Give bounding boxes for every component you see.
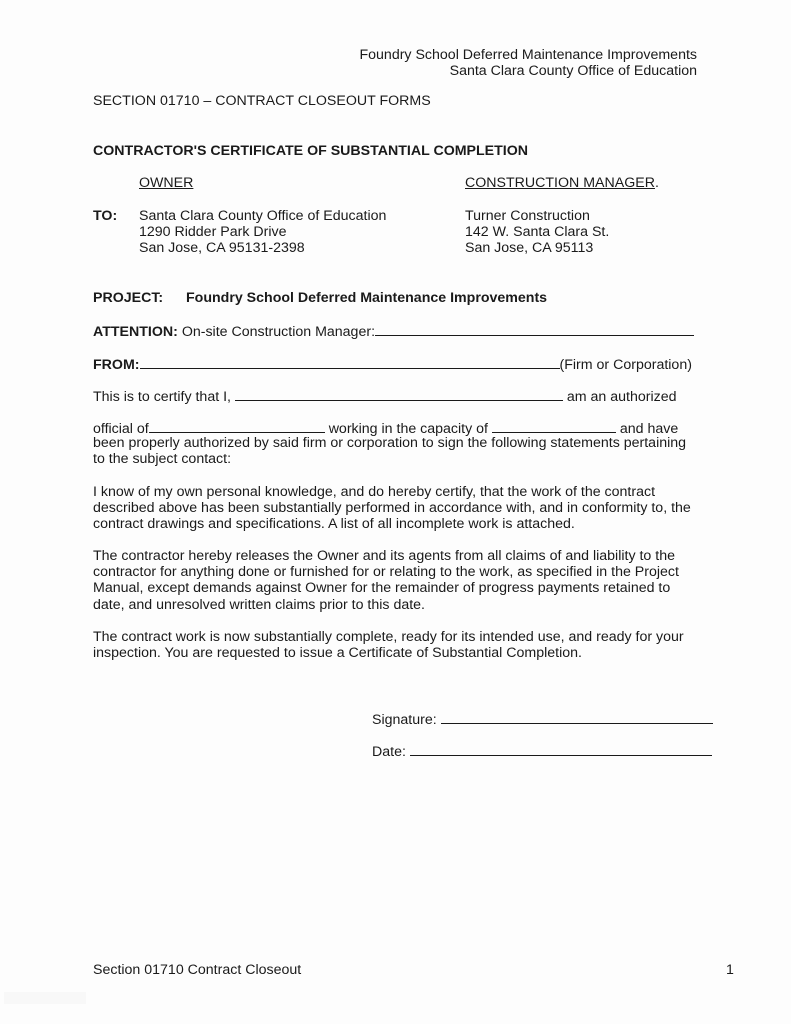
release-line: Manual, except demands against Owner for the remainder of progress payments retained to — [93, 580, 671, 597]
manager-heading-text: CONSTRUCTION MANAGER — [465, 175, 655, 191]
knowledge-line: contract drawings and specifications. A list of all incomplete work is attached. — [93, 516, 575, 533]
owner-address-line1: 1290 Ridder Park Drive — [139, 224, 287, 240]
project-value: Foundry School Deferred Maintenance Improvements — [186, 290, 548, 306]
from-line — [93, 355, 692, 373]
official-part1: official of — [93, 421, 149, 437]
corner-smudge — [4, 992, 86, 1004]
official-part3: and have — [619, 421, 679, 437]
official-part2: working in the capacity of — [328, 421, 488, 437]
manager-address-line2: San Jose, CA 95113 — [465, 240, 594, 256]
date-blank-field[interactable] — [410, 742, 712, 756]
complete-line: inspection. You are requested to issue a Certificate of Substantial Completion. — [93, 645, 582, 662]
attention-text: On-site Construction Manager: — [181, 324, 376, 340]
complete-line: The contract work is now substantially complete, ready for its intended use, and ready for your — [93, 629, 684, 645]
owner-address-line2: San Jose, CA 95131-2398 — [139, 240, 305, 256]
from-label: FROM: — [93, 357, 140, 373]
from-suffix: (Firm or Corporation) — [559, 357, 692, 373]
certify-suffix: am an authorized — [566, 389, 677, 405]
header-agency-line: Santa Clara County Office of Education — [449, 63, 697, 79]
attention-line — [93, 322, 694, 340]
manager-heading-suffix: . — [654, 175, 659, 191]
official-line2: been properly authorized by said firm or corporation to sign the following statements pertaining — [93, 435, 687, 451]
release-paragraph — [93, 548, 693, 613]
certify-line — [93, 387, 677, 405]
form-title: CONTRACTOR'S CERTIFICATE OF SUBSTANTIAL COMPLETION — [93, 143, 529, 159]
signature-label: Signature: — [372, 712, 437, 728]
manager-address-line1: 142 W. Santa Clara St. — [465, 224, 610, 240]
header-project-line: Foundry School Deferred Maintenance Improvements — [359, 47, 697, 63]
project-label: PROJECT: — [93, 290, 164, 306]
knowledge-line: described above has been substantially performed in accordance with, and in conformity to, the — [93, 500, 691, 517]
from-blank-field[interactable] — [140, 355, 560, 369]
attention-label: ATTENTION: — [93, 324, 178, 340]
manager-name: Turner Construction — [465, 208, 590, 224]
official-capacity-blank-field[interactable] — [492, 419, 616, 433]
certify-name-blank-field[interactable] — [235, 387, 563, 401]
footer-page-number: 1 — [726, 962, 734, 978]
release-line: The contractor hereby releases the Owner and its agents from all claims of and liability to the — [93, 548, 675, 564]
date-line — [372, 742, 712, 760]
knowledge-line: I know of my own personal knowledge, and do hereby certify, that the work of the contract — [93, 484, 656, 500]
signature-blank-field[interactable] — [441, 710, 713, 724]
release-line: date, and unresolved written claims prior to this date. — [93, 596, 425, 613]
footer-section-label: Section 01710 Contract Closeout — [93, 962, 302, 978]
official-firm-blank-field[interactable] — [149, 419, 325, 433]
section-title: SECTION 01710 – CONTRACT CLOSEOUT FORMS — [93, 93, 431, 109]
owner-heading: OWNER — [139, 175, 194, 191]
owner-name: Santa Clara County Office of Education — [139, 208, 387, 224]
certify-prefix: This is to certify that I, — [93, 389, 231, 405]
release-line: contractor for anything done or furnished for or relating to the work, as specified in the Project — [93, 564, 679, 581]
to-label: TO: — [93, 208, 118, 224]
manager-heading — [465, 175, 659, 191]
knowledge-paragraph — [93, 484, 693, 533]
attention-blank-field[interactable] — [375, 322, 694, 336]
signature-line — [372, 710, 713, 728]
official-line3: to the subject contact: — [93, 451, 232, 467]
date-label: Date: — [372, 744, 406, 760]
complete-paragraph — [93, 629, 693, 661]
